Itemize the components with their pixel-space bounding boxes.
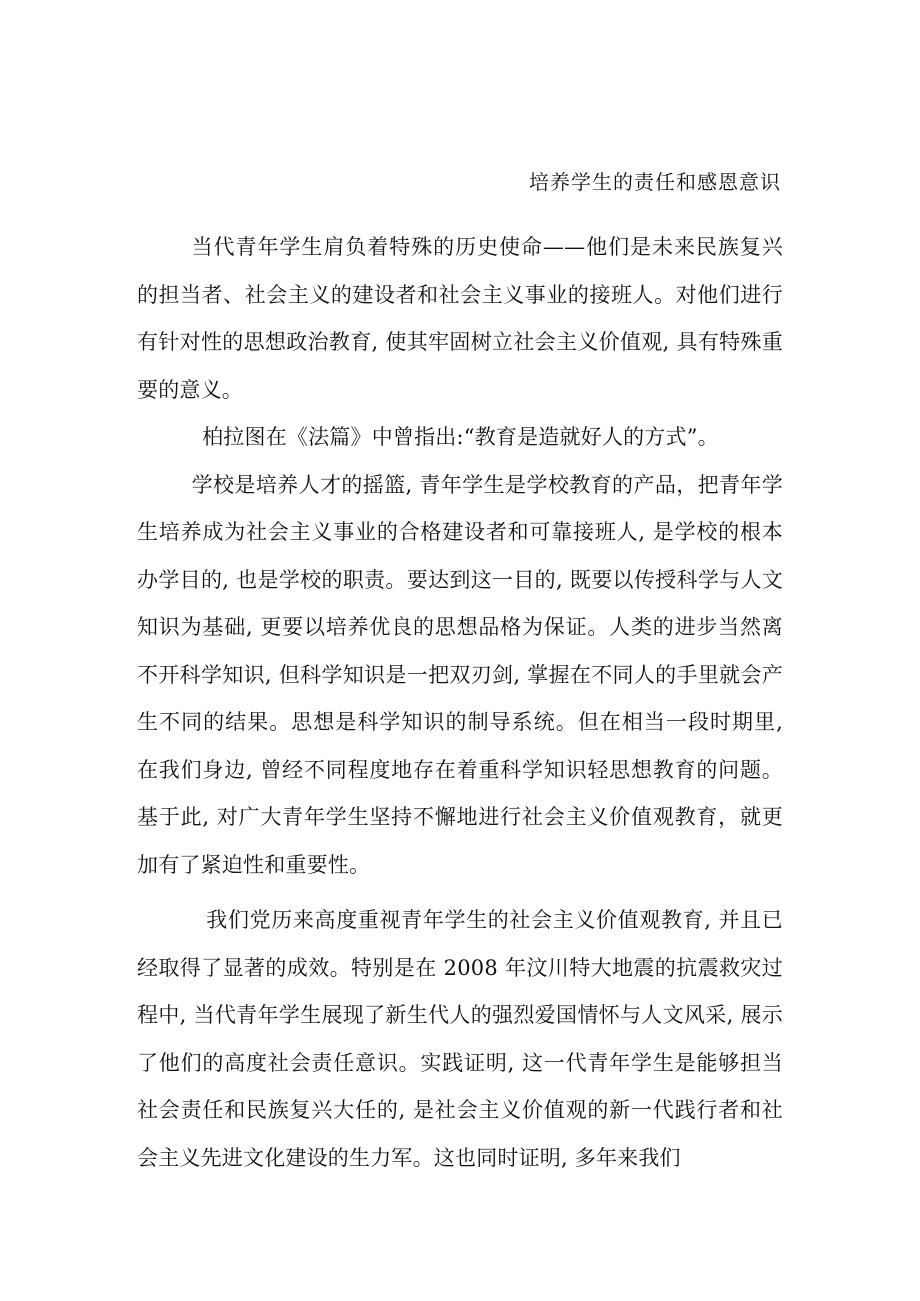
document-body	[137, 224, 783, 1182]
paragraph-2: 柏拉图在《法篇》中曾指出:“教育是造就好人的方式”。	[202, 425, 719, 449]
paragraph-3: 学校是培养人才的摇篮, 青年学生是学校教育的产品，把青年学生培养成为社会主义事业的合格建设者和可靠接班人, 是学校的根本办学目的, 也是学校的职责。要达到这一目的, 既要以传授科学与人文知识为基础, 更要以培养优良的思想品格为保证。人类的进步当然离不开科学知识, 但科学知识是一把双刃剑, 掌握在不同人的手里就会产生不同的结果。思想是科学知识的制导系统。但在相当一段时期里, 在我们身边, 曾经不同程度地存在着重科学知识轻思想教育的问题。基于此, 对广大青年学生坚持不懈地进行社会主义价值观教育，就更加有了紧迫性和重要性。	[137, 472, 783, 877]
document-title: 培养学生的责任和感恩意识	[529, 170, 781, 194]
paragraph-1: 当代青年学生肩负着特殊的历史使命——他们是未来民族复兴的担当者、社会主义的建设者和社会主义事业的接班人。对他们进行有针对性的思想政治教育, 使其牢固树立社会主义价值观, 具有特殊重要的意义。	[137, 235, 783, 402]
paragraph-4: 我们党历来高度重视青年学生的社会主义价值观教育, 并且已经取得了显著的成效。特别是在 2008 年汶川特大地震的抗震救灾过程中, 当代青年学生展现了新生代人的强烈爱国情怀与人文风采, 展示了他们的高度社会责任意识。实践证明, 这一代青年学生是能够担当社会责任和民族复兴大任的, 是社会主义价值观的新一代践行者和社会主义先进文化建设的生力军。这也同时证明, 多年来我们	[137, 908, 783, 1170]
